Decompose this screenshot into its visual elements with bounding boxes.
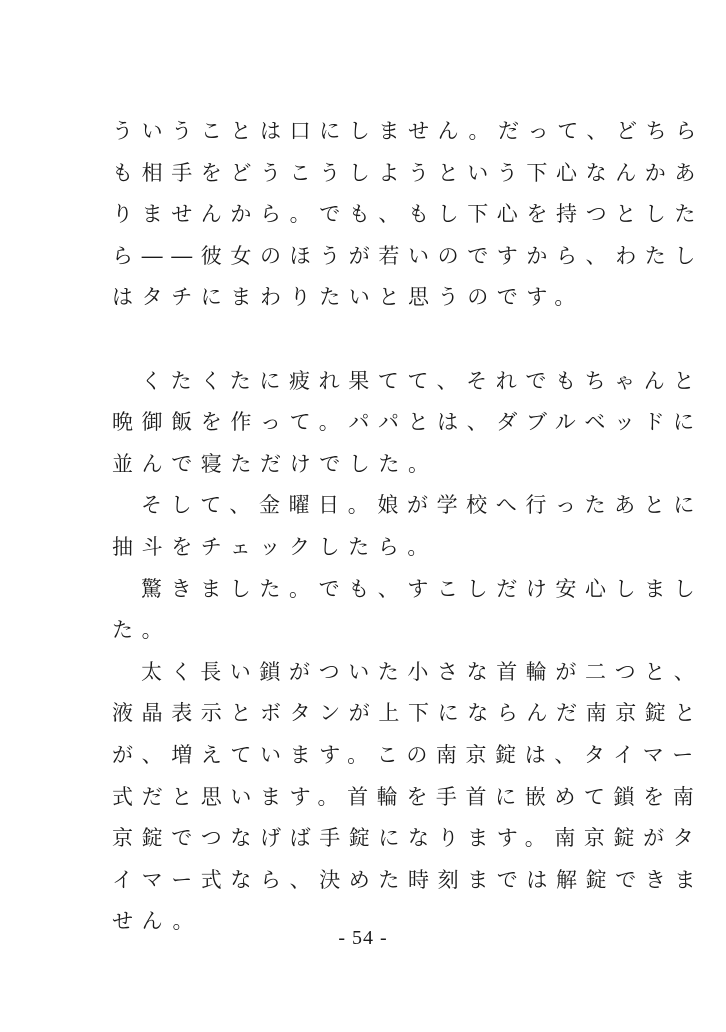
text-line: た。 xyxy=(112,618,172,643)
text-line: が、増えています。この南京錠は、タイマー xyxy=(112,742,702,767)
text-line: せん。 xyxy=(112,909,203,934)
text-line: 式だと思います。首輪を手首に嵌めて鎖を南 xyxy=(112,784,703,809)
text-line: そして、金曜日。娘が学校へ行ったあとに xyxy=(141,493,703,518)
text-line: 液晶表示とボタンが上下にならんだ南京錠と xyxy=(112,701,704,726)
text-line: りませんから。でも、もし下心を持つとした xyxy=(112,202,704,227)
text-line: ら――彼女のほうが若いのですから、わたし xyxy=(112,243,704,268)
text-line: 晩御飯を作って。パパとは、ダブルベッドに xyxy=(112,410,703,435)
text-line: ういうことは口にしません。だって、どちら xyxy=(112,119,705,143)
text-line: 並んで寝ただけでした。 xyxy=(112,451,438,476)
text-line: イマー式なら、決めた時刻までは解錠できま xyxy=(112,867,704,892)
text-line: 京錠でつなげば手錠になります。南京錠がタ xyxy=(112,826,703,851)
page-number: - 54 - xyxy=(338,927,388,949)
text-line: 太く長い鎖がついた小さな首輪が二つと、 xyxy=(141,659,704,684)
body-text xyxy=(112,111,705,943)
text-line: はタチにまわりたいと思うのです。 xyxy=(112,285,584,310)
text-line: も相手をどうこうしようという下心なんかあ xyxy=(112,160,704,185)
text-line: くたくたに疲れ果てて、それでもちゃんと xyxy=(141,368,703,393)
paragraph-gap xyxy=(112,319,612,361)
text-line: 抽斗をチェックしたら。 xyxy=(112,534,437,559)
text-line: 驚きました。でも、すこしだけ安心しまし xyxy=(141,576,704,601)
